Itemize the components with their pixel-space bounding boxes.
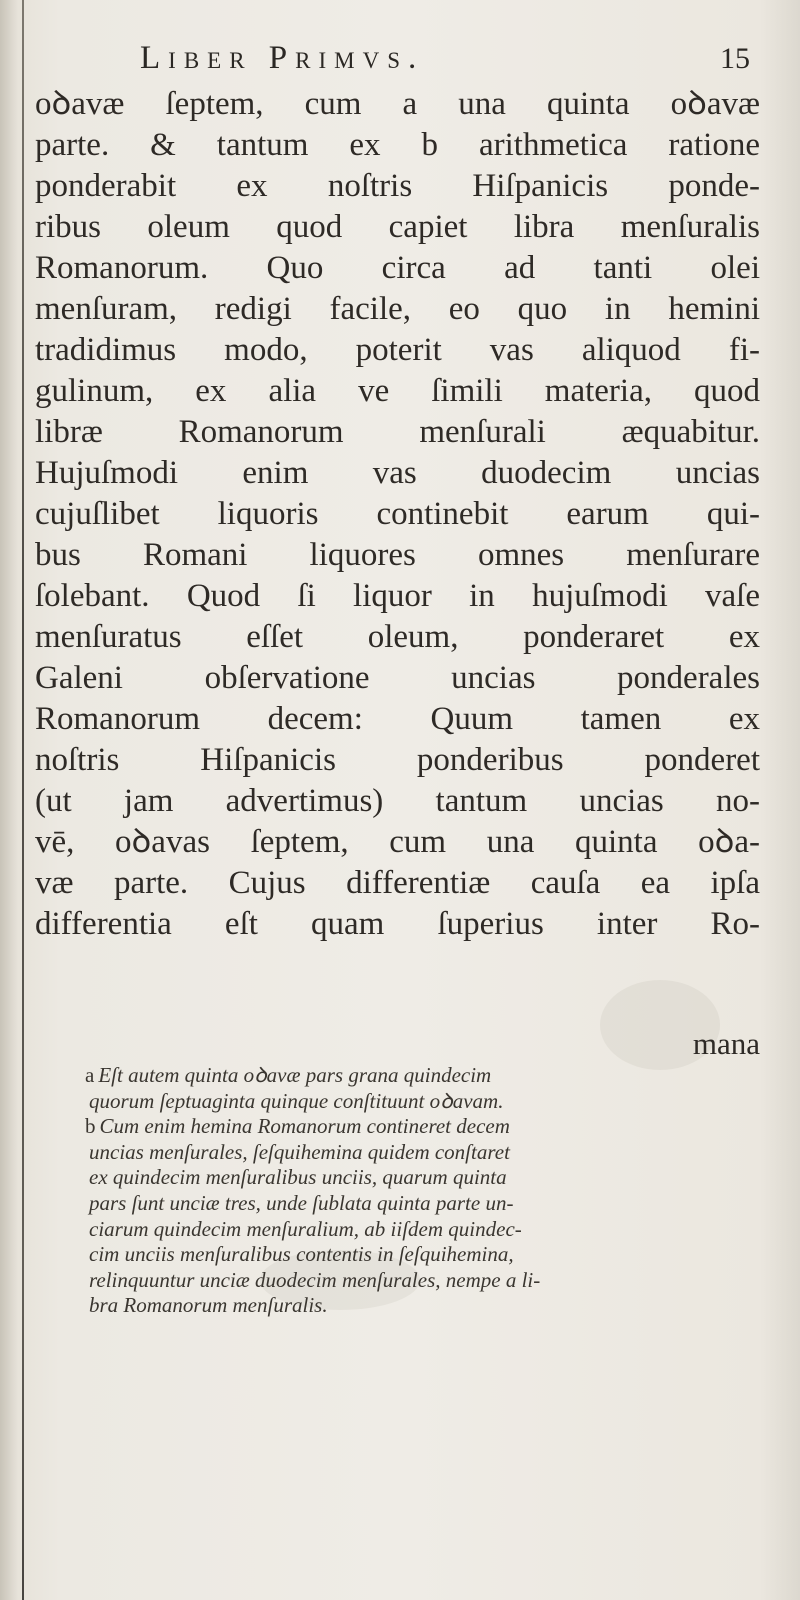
text-line: gulinum, ex alia ve ſimili materia, quod	[35, 373, 760, 409]
footnote-mark: b	[85, 1114, 96, 1139]
footnote-line	[85, 1191, 755, 1217]
footnote-text: quorum ſeptuaginta quinque conſtituunt oꝺavam.	[89, 1088, 504, 1113]
page-number: 15	[720, 42, 750, 75]
text-line: Hujuſmodi enim vas duodecim uncias	[35, 455, 760, 491]
footnote-line	[85, 1293, 755, 1319]
text-line: parte. & tantum ex b arithmetica ratione	[35, 127, 760, 163]
footnote-text: pars ſunt unciæ tres, unde ſublata quinta parte un-	[89, 1190, 514, 1215]
footnotes	[85, 1063, 755, 1319]
footnote-text: Cum enim hemina Romanorum contineret decem	[99, 1114, 510, 1139]
footnote-text: relinquuntur unciæ duodecim menſurales, nempe a li-	[89, 1267, 541, 1292]
footnote-line	[85, 1089, 755, 1115]
footnote-text: ciarum quindecim menſuralium, ab iiſdem quindec-	[89, 1216, 522, 1241]
text-line: menſuram, redigi facile, eo quo in hemini	[35, 291, 760, 327]
text-line: ſolebant. Quod ſi liquor in hujuſmodi vaſe	[35, 578, 760, 614]
text-line: Romanorum decem: Quum tamen ex	[35, 701, 760, 737]
text-line: noſtris Hiſpanicis ponderibus ponderet	[35, 742, 760, 778]
text-line: differentia eſt quam ſuperius inter Ro-	[35, 906, 760, 942]
binding-gutter-line	[22, 0, 24, 1600]
running-head	[140, 40, 760, 80]
footnote-mark: a	[85, 1063, 95, 1087]
footnote-text: bra Romanorum menſuralis.	[89, 1293, 328, 1318]
text-line: tradidimus modo, poterit vas aliquod fi-	[35, 332, 760, 368]
footnote-line	[85, 1063, 755, 1089]
text-line: menſuratus eſſet oleum, ponderaret ex	[35, 619, 760, 655]
text-line: ribus oleum quod capiet libra menſuralis	[35, 209, 760, 245]
text-line: cujuſlibet liquoris continebit earum qui-	[35, 496, 760, 532]
text-line: vē, oꝺavas ſeptem, cum una quinta oꝺa-	[35, 824, 760, 860]
footnote-text: ex quindecim menſuralibus unciis, quarum quinta	[89, 1165, 507, 1190]
text-line: Galeni obſervatione uncias ponderales	[35, 660, 760, 696]
footnote-line	[85, 1217, 755, 1243]
footnote-line	[85, 1242, 755, 1268]
text-line: ponderabit ex noſtris Hiſpanicis ponde-	[35, 168, 760, 204]
text-line: bus Romani liquores omnes menſurare	[35, 537, 760, 573]
text-line: væ parte. Cujus differentiæ cauſa ea ipſa	[35, 865, 760, 901]
running-title: Liber Primvs.	[140, 40, 425, 76]
main-text	[35, 84, 760, 945]
text-line: oꝺavæ ſeptem, cum a una quinta oꝺavæ	[35, 86, 760, 122]
text-line: libræ Romanorum menſurali æquabitur.	[35, 414, 760, 450]
footnote-text: Eſt autem quinta oꝺavæ pars grana quindecim	[98, 1063, 492, 1087]
footnote-line	[85, 1268, 755, 1294]
footnote-text: uncias menſurales, ſeſquihemina quidem conſtaret	[89, 1139, 510, 1164]
footnote-line	[85, 1114, 755, 1140]
footnote-text: cim unciis menſuralibus contentis in ſeſquihemina,	[89, 1242, 514, 1267]
catchword: mana	[692, 1026, 760, 1061]
text-line: (ut jam advertimus) tantum uncias no-	[35, 783, 760, 819]
footnote-line	[85, 1140, 755, 1166]
text-line: Romanorum. Quo circa ad tanti olei	[35, 250, 760, 286]
footnote-line	[85, 1165, 755, 1191]
